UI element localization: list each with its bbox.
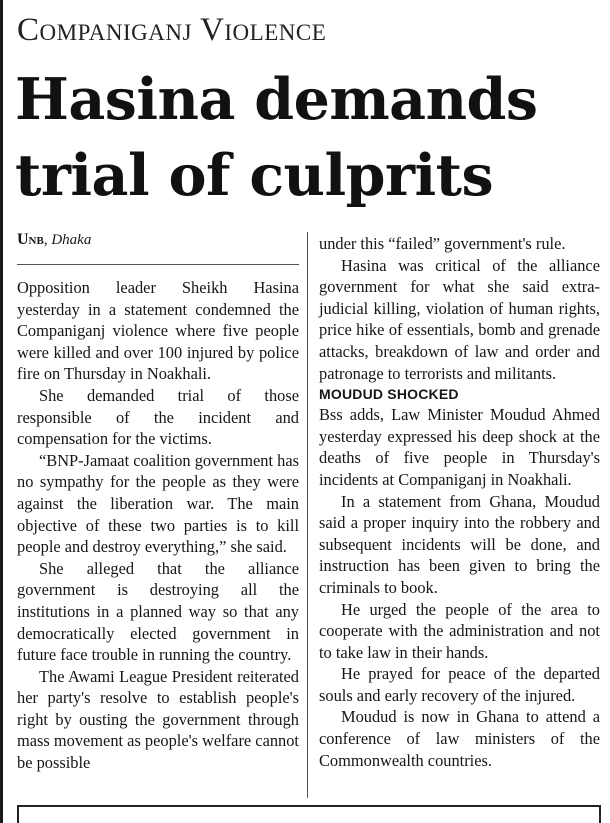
paragraph: Opposition leader Sheikh Hasina yesterday in a statement condemned the Companiganj violence where five people were killed and over 100 injured by police fire on Thursday in Noakhali. xyxy=(17,278,299,384)
subheading: MOUDUD SHOCKED xyxy=(319,386,459,403)
paragraph: In a statement from Ghana, Moudud said a proper inquiry into the robbery and subsequent incidents will be done, and instruction has been given to bring the criminals to book. xyxy=(319,491,600,597)
paragraph: “BNP-Jamaat coalition government has no sympathy for the people as they were against the liberation war. The main objective of these two parties is to kill people and destroy everything,” she said. xyxy=(17,450,299,557)
paragraph: She alleged that the alliance government is destroying all the institutions in a planned way so that any democratically elected government in future face trouble in running the country. xyxy=(17,558,299,665)
paragraph: He prayed for peace of the departed souls and early recovery of the injured. xyxy=(319,664,600,705)
paragraph: She demanded trial of those responsible of the incident and compensation for the victims. xyxy=(17,385,299,449)
kicker: Companiganj Violence xyxy=(17,12,327,48)
column-left xyxy=(17,230,299,774)
column-right xyxy=(319,233,600,771)
byline-separator: , xyxy=(43,232,52,248)
paragraph: Hasina was critical of the alliance government for what she said extra-judicial killing, violation of human rights, price hike of essentials, bomb and grenade attacks, breakdown of law and order and patronage to terrorists and militants. xyxy=(319,255,600,383)
column-divider xyxy=(307,232,308,798)
byline-agency: Unb xyxy=(17,231,44,248)
paragraph: under this “failed” government's rule. xyxy=(319,234,566,253)
paragraph: He urged the people of the area to cooperate with the administration and not to take law in their hands. xyxy=(319,599,600,662)
paragraph: Moudud is now in Ghana to attend a conference of law ministers of the Commonwealth countries. xyxy=(319,707,600,770)
byline-rule xyxy=(17,264,299,265)
headline-line-2: trial of culprits xyxy=(15,142,494,209)
byline-place: Dhaka xyxy=(51,232,92,248)
paragraph: Bss adds, Law Minister Moudud Ahmed yesterday expressed his deep shock at the deaths of five people in Thursday's incidents at Companiganj in Noakhali. xyxy=(319,405,600,489)
headline xyxy=(15,62,605,214)
bottom-border-box xyxy=(17,805,601,823)
headline-line-1: Hasina demands xyxy=(15,66,538,133)
paragraph: The Awami League President reiterated her party's resolve to establish people's right by ousting the government through mass movement as people's welfare cannot be possible xyxy=(17,666,299,773)
byline xyxy=(17,230,299,250)
